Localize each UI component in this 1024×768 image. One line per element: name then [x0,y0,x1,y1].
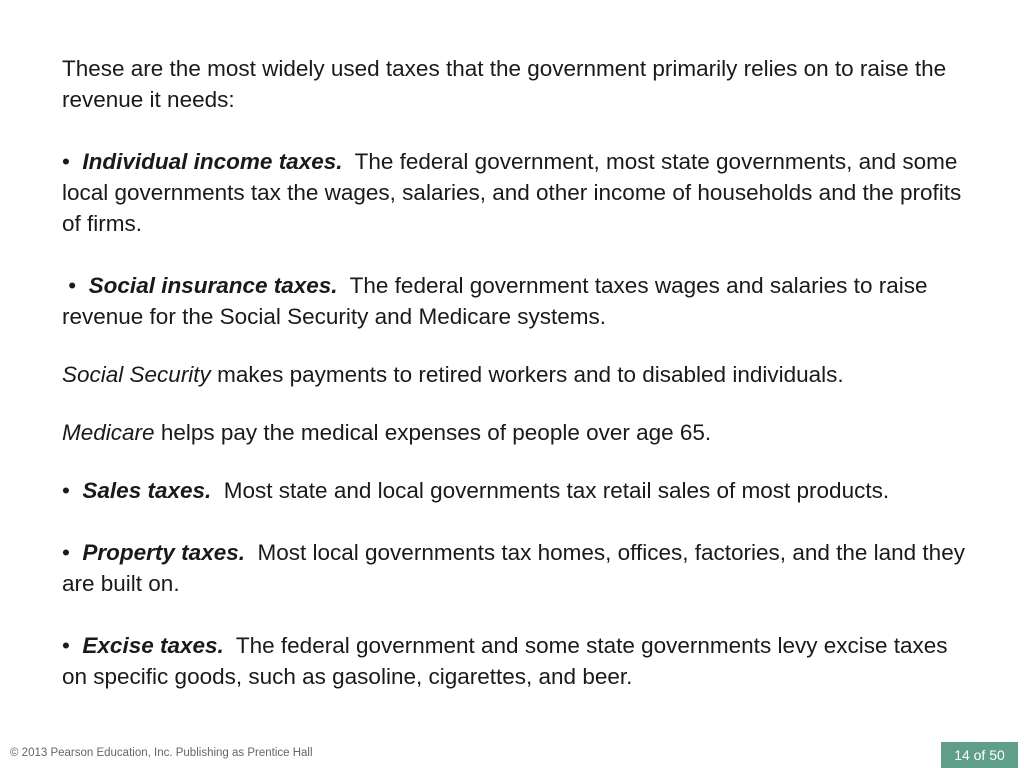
bullet-social-insurance-taxes [62,270,972,332]
bullet-sales-taxes [62,475,972,506]
bullet-text: The federal government taxes wages and salaries to raise revenue for the Social Security and Medicare systems. [62,273,928,329]
bullet-icon: • [68,273,77,298]
intro-paragraph: These are the most widely used taxes that the government primarily relies on to raise the revenue it needs: [62,56,947,112]
bullet-term: Sales taxes. [82,478,212,503]
bullet-term: Individual income taxes. [82,149,343,174]
note-social-security [62,359,972,390]
bullet-text: Most local governments tax homes, offices, factories, and the land they are built on. [62,540,965,596]
note-medicare [62,417,972,448]
bullet-text: The federal government, most state governments, and some local governments tax the wages, salaries, and other income of households and the profits of firms. [62,149,962,236]
bullet-icon: • [62,478,70,503]
bullet-excise-taxes [62,630,972,692]
bullet-text: The federal government and some state governments levy excise taxes on specific goods, such as gasoline, cigarettes, and beer. [62,633,948,689]
bullet-icon: • [62,149,70,174]
slide-body [62,53,972,692]
bullet-property-taxes [62,537,972,599]
bullet-term: Social insurance taxes. [88,273,338,298]
bullet-term: Excise taxes. [82,633,224,658]
copyright-footer: © 2013 Pearson Education, Inc. Publishing as Prentice Hall [10,747,313,759]
note-text: helps pay the medical expenses of people over age 65. [160,420,712,445]
note-term: Social Security [62,362,211,387]
note-term: Medicare [62,420,155,445]
bullet-icon: • [62,540,70,565]
page-number-badge: 14 of 50 [941,742,1018,768]
note-text: makes payments to retired workers and to disabled individuals. [217,362,844,387]
bullet-individual-income-taxes [62,146,972,239]
bullet-icon: • [62,633,70,658]
bullet-text: Most state and local governments tax retail sales of most products. [223,478,890,503]
bullet-term: Property taxes. [82,540,245,565]
